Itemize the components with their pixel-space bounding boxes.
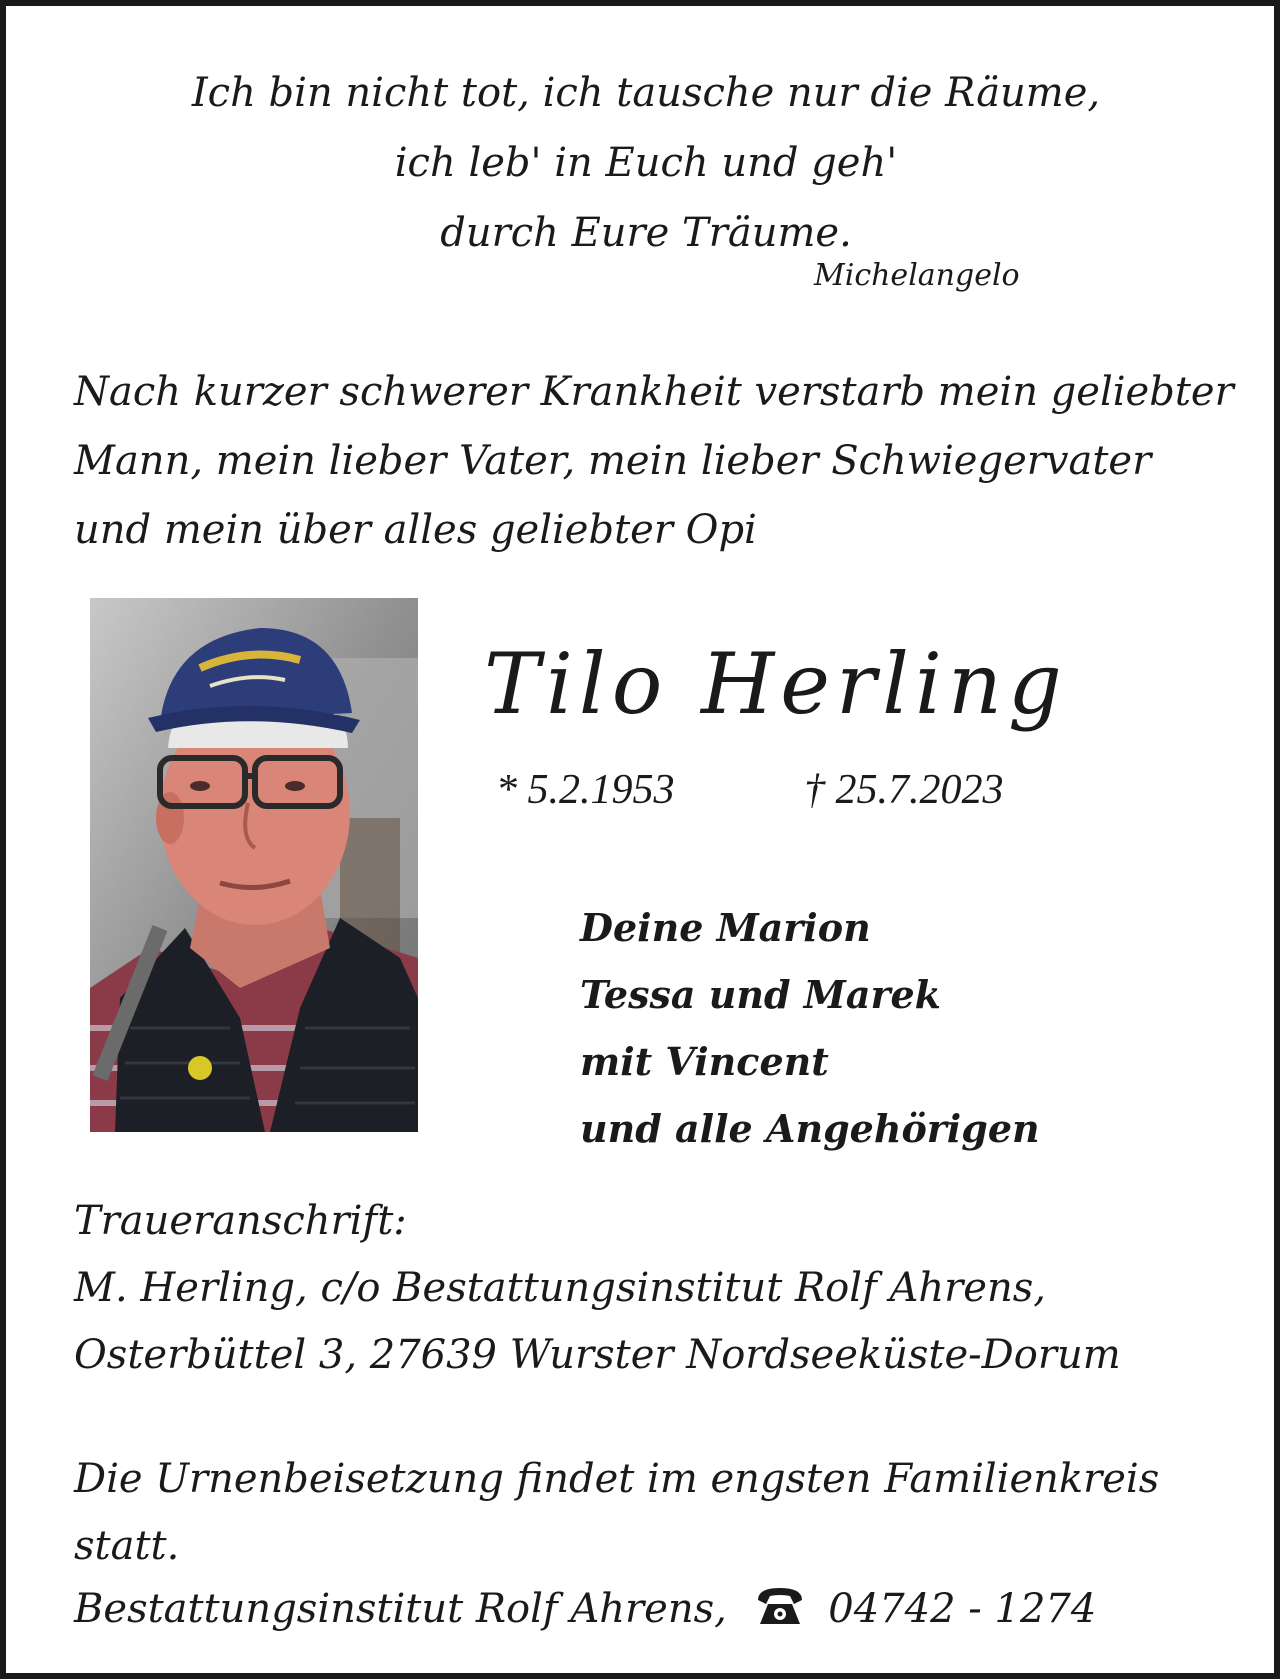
family-line: mit Vincent	[580, 1039, 829, 1084]
telephone-icon	[754, 1582, 806, 1626]
phone-number: 04742 - 1274	[828, 1586, 1097, 1632]
funeral-home-name: Bestattungsinstitut Rolf Ahrens,	[74, 1586, 727, 1632]
family-signatures	[580, 894, 1040, 1162]
birth-date: * 5.2.1953	[496, 767, 675, 813]
intro-text	[74, 358, 1234, 565]
quote-author: Michelangelo	[814, 258, 1020, 293]
deceased-name: Tilo Herling	[484, 635, 1068, 733]
intro-line: Mann, mein lieber Vater, mein lieber Schwiegervater	[74, 438, 1152, 484]
family-line: und alle Angehörigen	[580, 1106, 1040, 1151]
family-line: Tessa und Marek	[580, 972, 941, 1017]
address-line: Osterbüttel 3, 27639 Wurster Nordseeküste-Dorum	[74, 1332, 1121, 1378]
mourning-address	[74, 1188, 1234, 1389]
family-line: Deine Marion	[580, 905, 871, 950]
quote	[6, 58, 1280, 268]
portrait-illustration	[90, 598, 418, 1132]
quote-line: durch Eure Träume.	[440, 210, 852, 256]
intro-line: und mein über alles geliebter Opi	[74, 507, 757, 553]
burial-notice: Die Urnenbeisetzung findet im engsten Familienkreis statt.	[74, 1456, 1160, 1569]
death-date: † 25.7.2023	[804, 767, 1004, 813]
address-line: M. Herling, c/o Bestattungsinstitut Rolf Ahrens,	[74, 1265, 1046, 1311]
quote-line: Ich bin nicht tot, ich tausche nur die Räume,	[191, 70, 1101, 116]
address-line: Traueranschrift:	[74, 1198, 407, 1244]
funeral-home-contact	[74, 1576, 1234, 1643]
quote-line: ich leb' in Euch und geh'	[394, 140, 898, 186]
intro-line: Nach kurzer schwerer Krankheit verstarb mein geliebter	[74, 369, 1234, 415]
portrait-photo	[90, 598, 418, 1132]
